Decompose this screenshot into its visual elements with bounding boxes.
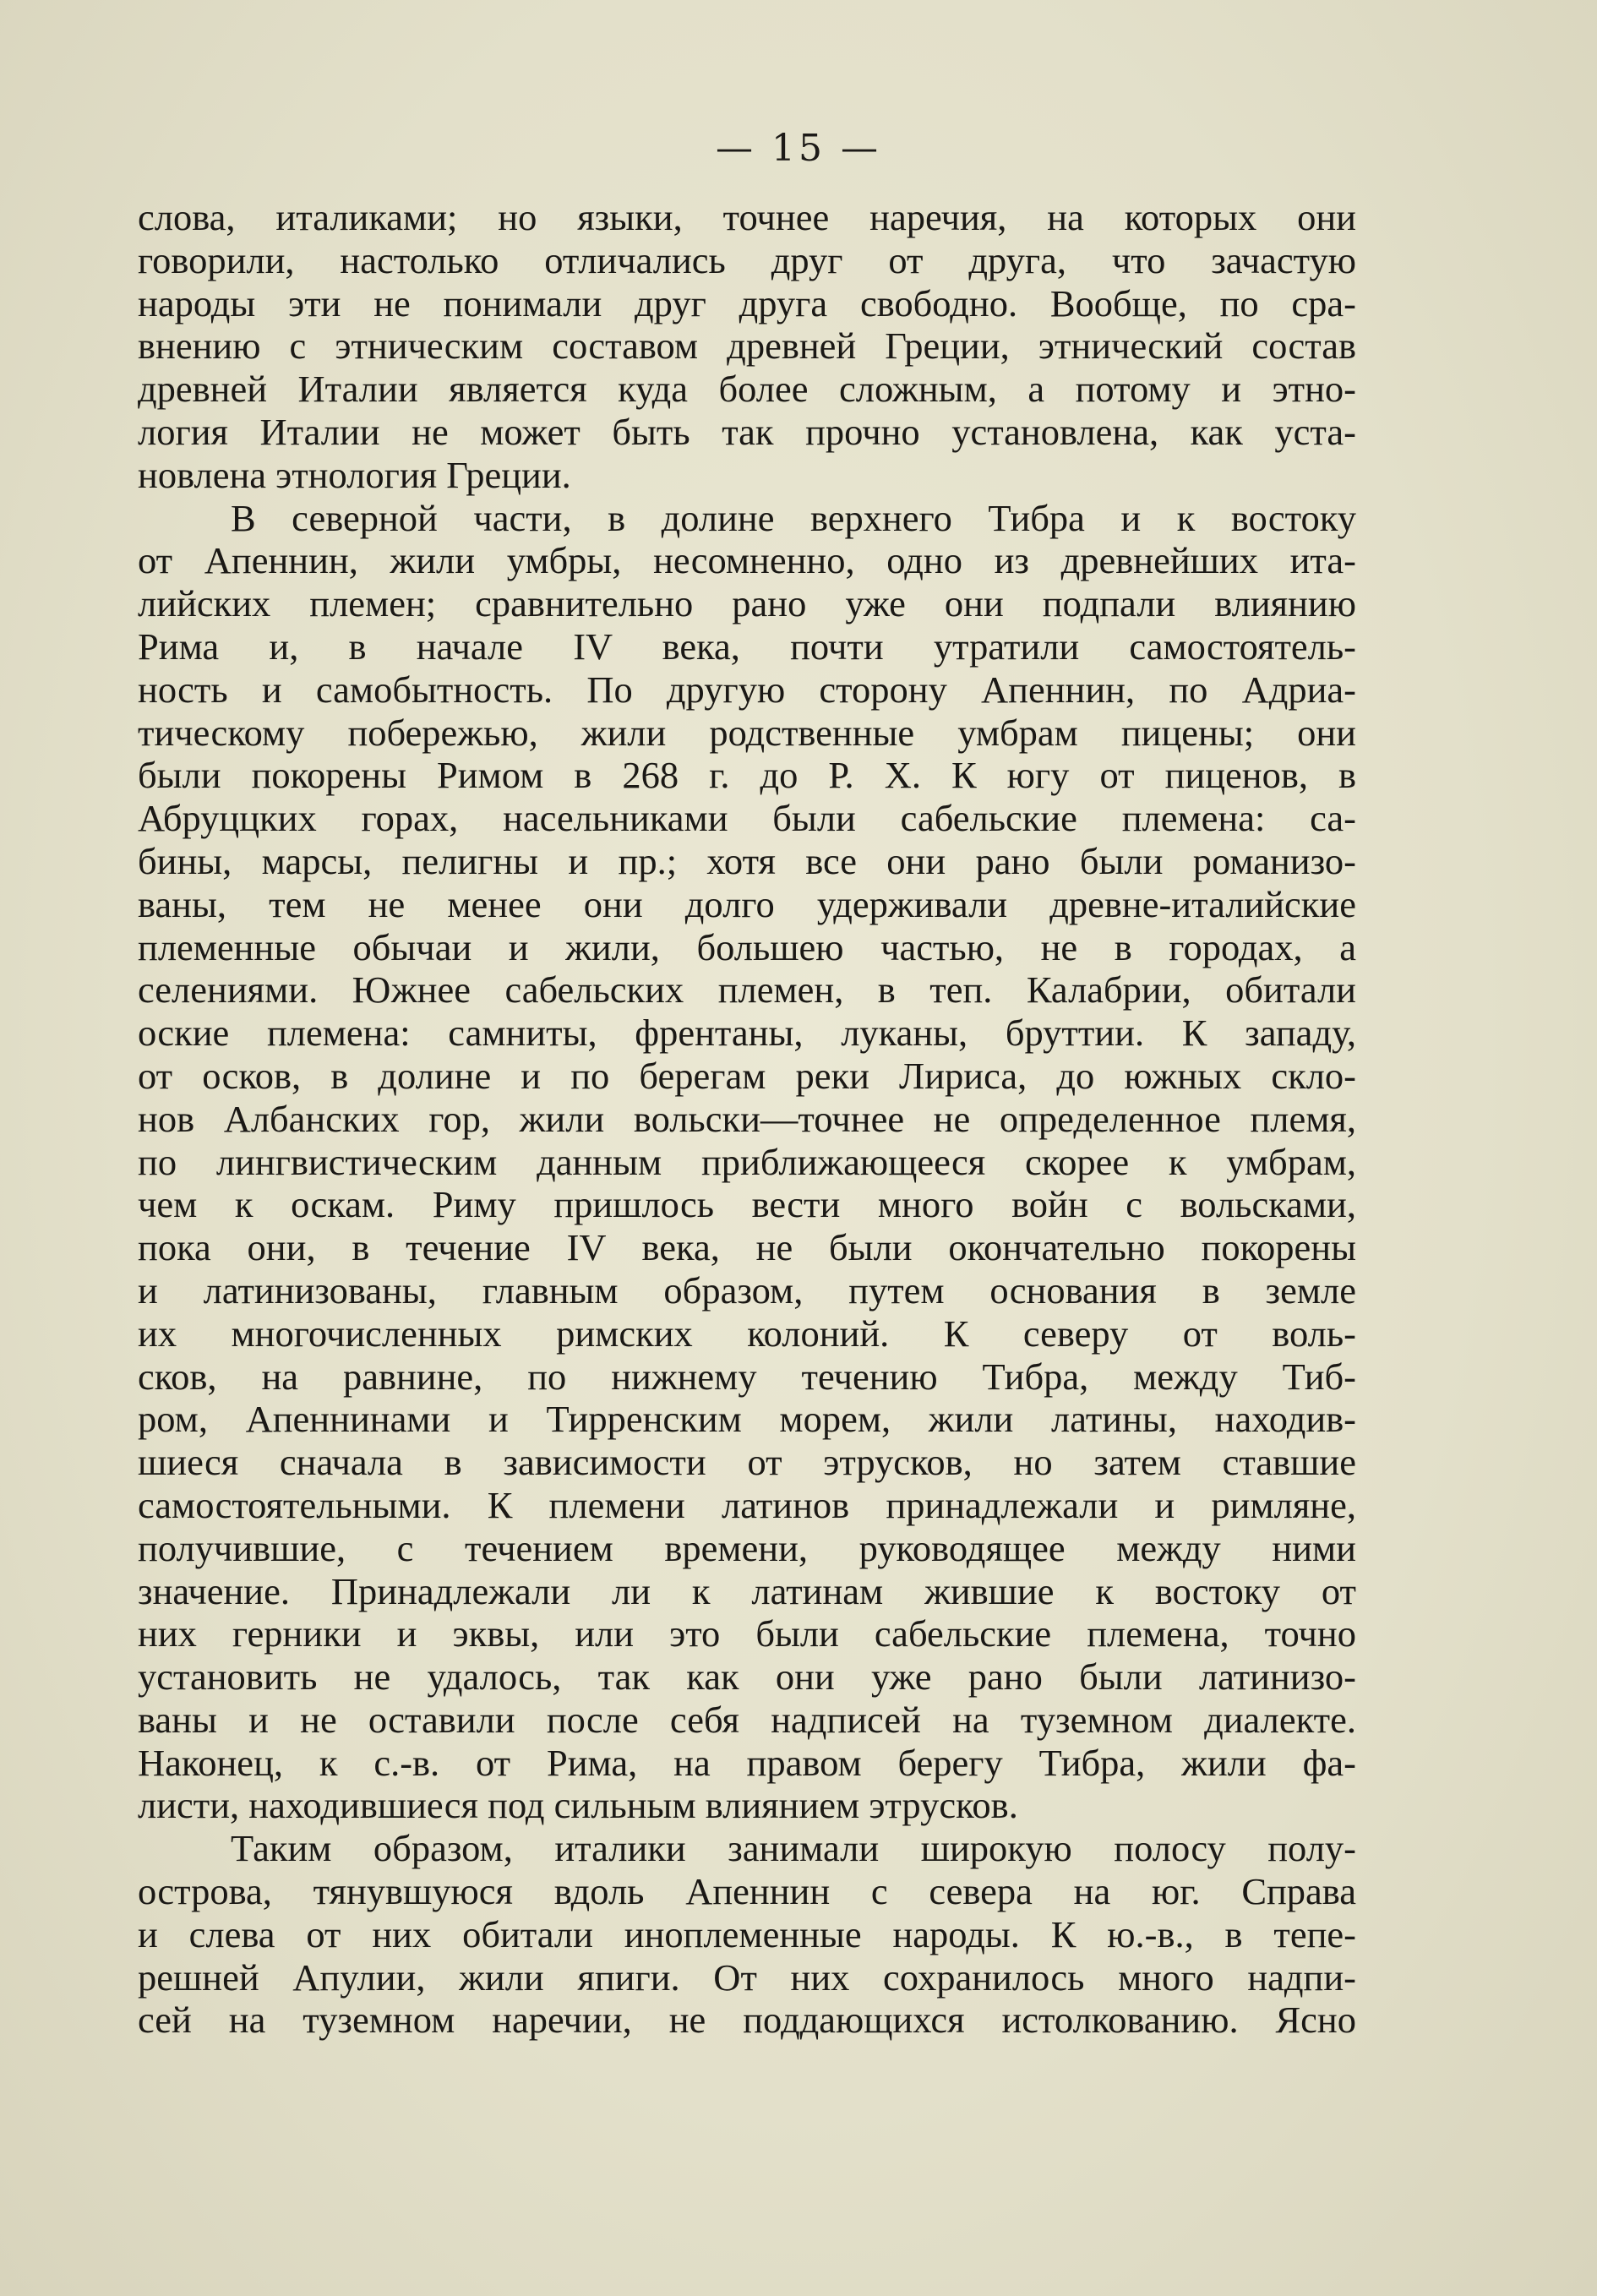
text-line: селениями. Южнее сабельских племен, в теп. Калабрии, обитали [138,968,1356,1012]
text-line: логия Италии не может быть так прочно установлена, как уста- [138,410,1356,453]
text-line: чем к оскам. Риму пришлось вести много войн с вольсками, [138,1183,1356,1226]
text-line: их многочисленных римских колоний. К северу от воль- [138,1312,1356,1355]
text-line: оские племена: самниты, френтаны, луканы, бруттии. К западу, [138,1012,1356,1055]
text-line: тическому побережью, жили родственные умбрам пицены; они [138,711,1356,754]
text-line: получившие, с течением времени, руководящее между ними [138,1526,1356,1569]
text-line: ваны, тем не менее они долго удерживали древне-италийские [138,882,1356,925]
text-line: В северной части, в долине верхнего Тибра и к востоку [231,496,1356,539]
text-line: острова, тянувшуюся вдоль Апеннин с севера на юг. Справа [138,1870,1356,1913]
text-line: по лингвистическим данным приближающееся скорее к умбрам, [138,1140,1356,1183]
body-text [138,196,1356,2042]
text-line: от осков, в долине и по берегам реки Лириса, до южных скло- [138,1054,1356,1097]
text-line: говорили, настолько отличались друг от друга, что зачастую [138,238,1356,281]
text-line: от Апеннин, жили умбры, несомненно, одно из древнейших ита- [138,539,1356,582]
text-line: установить не удалось, так как они уже рано были латинизо- [138,1655,1356,1699]
page-number: — 15 — [716,127,881,170]
text-line: шиеся сначала в зависимости от этрусков, но затем ставшие [138,1441,1356,1484]
text-line: сков, на равнине, по нижнему течению Тибра, между Тиб- [138,1355,1356,1398]
text-line: нов Албанских гор, жили вольски—точнее не определенное племя, [138,1097,1356,1140]
text-line: и латинизованы, главным образом, путем основания в земле [138,1268,1356,1312]
text-line: лийских племен; сравнительно рано уже они подпали влиянию [138,582,1356,625]
text-line: ваны и не оставили после себя надписей на туземном диалекте. [138,1698,1356,1741]
text-line: Абруццких горах, насельниками были сабельские племена: са- [138,797,1356,840]
text-line: древней Италии является куда более сложным, а потому и этно- [138,368,1356,411]
text-line: значение. Принадлежали ли к латинам жившие к востоку от [138,1569,1356,1612]
text-line: самостоятельными. К племени латинов принадлежали и римляне, [138,1483,1356,1526]
text-line: Рима и, в начале IV века, почти утратили самостоятель- [138,624,1356,668]
text-line: ность и самобытность. По другую сторону Апеннин, по Адриа- [138,668,1356,711]
text-line: решней Апулии, жили япиги. От них сохранилось много надпи- [138,1955,1356,1999]
text-line: Таким образом, италики занимали широкую полосу полу- [231,1827,1356,1870]
text-line: Наконец, к с.-в. от Рима, на правом берегу Тибра, жили фа- [138,1741,1356,1784]
text-line: сей на туземном наречии, не поддающихся истолкованию. Ясно [138,1999,1356,2042]
text-line: народы эти не понимали друг друга свободно. Вообще, по сра- [138,281,1356,324]
text-line: пока они, в течение IV века, не были окончательно покорены [138,1226,1356,1269]
text-line: них герники и эквы, или это были сабельские племена, точно [138,1612,1356,1655]
text-line: внению с этническим составом древней Греции, этнический состав [138,324,1356,368]
text-line: ром, Апеннинами и Тирренским морем, жили латины, находив- [138,1398,1356,1441]
text-line: племенные обычаи и жили, большею частью, не в городах, а [138,925,1356,968]
text-line: были покорены Римом в 268 г. до Р. Х. К югу от пиценов, в [138,754,1356,797]
text-line: бины, марсы, пелигны и пр.; хотя все они рано были романизо- [138,839,1356,882]
text-line: листи, находившиеся под сильным влиянием этрусков. [138,1784,1018,1827]
text-line: слова, италиками; но языки, точнее наречия, на которых они [138,196,1356,238]
text-line: и слева от них обитали иноплеменные народы. К ю.-в., в тепе- [138,1912,1356,1955]
text-line: новлена этнология Греции. [138,453,571,496]
